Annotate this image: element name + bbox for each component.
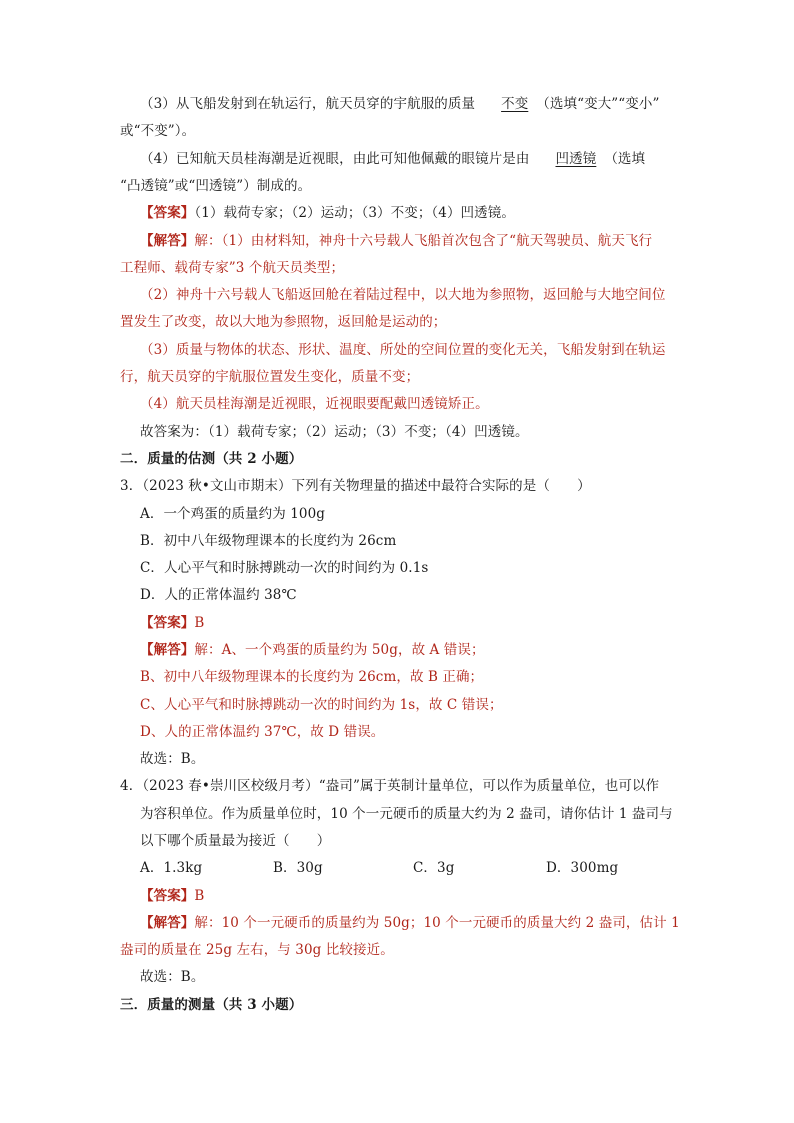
- solution-tag: 【解答】: [140, 642, 195, 658]
- section-3-title: 三．质量的测量（共 3 小题）: [120, 997, 303, 1013]
- q3-option-d: D．人的正常体温约 38℃: [140, 587, 297, 603]
- q3-answer: [140, 614, 204, 632]
- q4-answer-text: B: [194, 888, 205, 904]
- q2-solution-line7: （4）航天员桂海潮是近视眼，近视眼要配戴凹透镜矫正。: [140, 396, 489, 412]
- q4-option-d: D．300mg: [546, 860, 619, 876]
- q2-solution-line6: 行，航天员穿的宇航服位置发生变化，质量不变；: [120, 369, 420, 385]
- q3-solution-line1: [140, 641, 485, 659]
- q2-part3-blank-answer: 不变: [501, 96, 529, 112]
- q2-solution-line4: 置发生了改变，故以大地为参照物，返回舱是运动的；: [120, 314, 447, 330]
- answer-tag: 【答案】: [140, 615, 195, 631]
- q2-part3-line1: [140, 95, 660, 113]
- q2-part3-line2: 或“不变”）。: [120, 123, 196, 139]
- q2-part3-hint: （选填“变大”“变小”: [536, 96, 660, 112]
- q3-conclusion: 故选：B。: [140, 751, 205, 767]
- q4-option-a: A．1.3kg: [140, 860, 203, 876]
- q3-solution-line4: D、人的正常体温约 37℃，故 D 错误。: [140, 724, 385, 740]
- q4-option-c: C．3g: [413, 860, 455, 876]
- q3-solution-line3: C、人心平气和时脉搏跳动一次的时间约为 1s，故 C 错误；: [140, 697, 503, 713]
- q2-solution-line1: [140, 232, 652, 250]
- answer-tag: 【答案】: [140, 205, 195, 221]
- q3-stem: 3．（2023 秋•文山市期末）下列有关物理量的描述中最符合实际的是（ ）: [120, 478, 591, 494]
- q2-conclusion: 故答案为：（1）载荷专家；（2）运动；（3）不变；（4）凹透镜。: [140, 424, 529, 440]
- q2-part3-text: （3）从飞船发射到在轨运行，航天员穿的宇航服的质量: [140, 96, 476, 112]
- q4-solution-line2: 盎司的质量在 25g 左右，与 30g 比较接近。: [120, 942, 394, 958]
- q2-answer: [140, 204, 515, 222]
- q2-part4-line1: [140, 150, 645, 168]
- section-2-title: 二．质量的估测（共 2 小题）: [120, 451, 303, 467]
- solution-tag: 【解答】: [140, 915, 195, 931]
- q3-solution-text: 解：A、一个鸡蛋的质量约为 50g，故 A 错误；: [194, 642, 485, 658]
- q4-stem-line2: 为容积单位。作为质量单位时，10 个一元硬币的质量大约为 2 盎司，请你估计 1 盎司与: [140, 806, 673, 822]
- q4-solution-text: 解：10 个一元硬币的质量约为 50g；10 个一元硬币的质量大约 2 盎司，估计 1: [194, 915, 680, 931]
- q4-answer: [140, 887, 204, 905]
- q3-option-a: A．一个鸡蛋的质量约为 100g: [140, 506, 326, 522]
- q2-solution-line3: （2）神舟十六号载人飞船返回舱在着陆过程中，以大地为参照物，返回舱与大地空间位: [140, 287, 666, 303]
- q2-part4-text: （4）已知航天员桂海潮是近视眼，由此可知他佩戴的眼镜片是由: [140, 151, 530, 167]
- q3-option-b: B．初中八年级物理课本的长度约为 26cm: [140, 533, 397, 549]
- q4-option-b: B．30g: [273, 860, 323, 876]
- q2-part4-hint: （选填: [604, 151, 646, 167]
- q2-solution-text: 解：（1）由材料知，神舟十六号载人飞船首次包含了“航天驾驶员、航天飞行: [194, 233, 653, 249]
- q4-stem-line3: 以下哪个质量最为接近（ ）: [140, 833, 331, 849]
- solution-tag: 【解答】: [140, 233, 195, 249]
- q4-stem-line1: 4．（2023 春•崇川区校级月考）“盎司”属于英制计量单位，可以作为质量单位，也可以作: [120, 778, 660, 794]
- q2-solution-line2: 工程师、载荷专家”3 个航天员类型；: [120, 260, 345, 276]
- q3-answer-text: B: [194, 615, 205, 631]
- q2-part4-line2: “凸透镜”或“凹透镜”）制成的。: [120, 178, 312, 194]
- q3-solution-line2: B、初中八年级物理课本的长度约为 26cm，故 B 正确；: [140, 669, 484, 685]
- q4-solution-line1: [140, 914, 680, 932]
- q3-option-c: C．人心平气和时脉搏跳动一次的时间约为 0.1s: [140, 560, 429, 576]
- q2-answer-text: （1）载荷专家；（2）运动；（3）不变；（4）凹透镜。: [194, 205, 515, 221]
- q2-solution-line5: （3）质量与物体的状态、形状、温度、所处的空间位置的变化无关，飞船发射到在轨运: [140, 342, 666, 358]
- answer-tag: 【答案】: [140, 888, 195, 904]
- q2-part4-blank-answer: 凹透镜: [555, 151, 597, 167]
- q4-conclusion: 故选：B。: [140, 969, 205, 985]
